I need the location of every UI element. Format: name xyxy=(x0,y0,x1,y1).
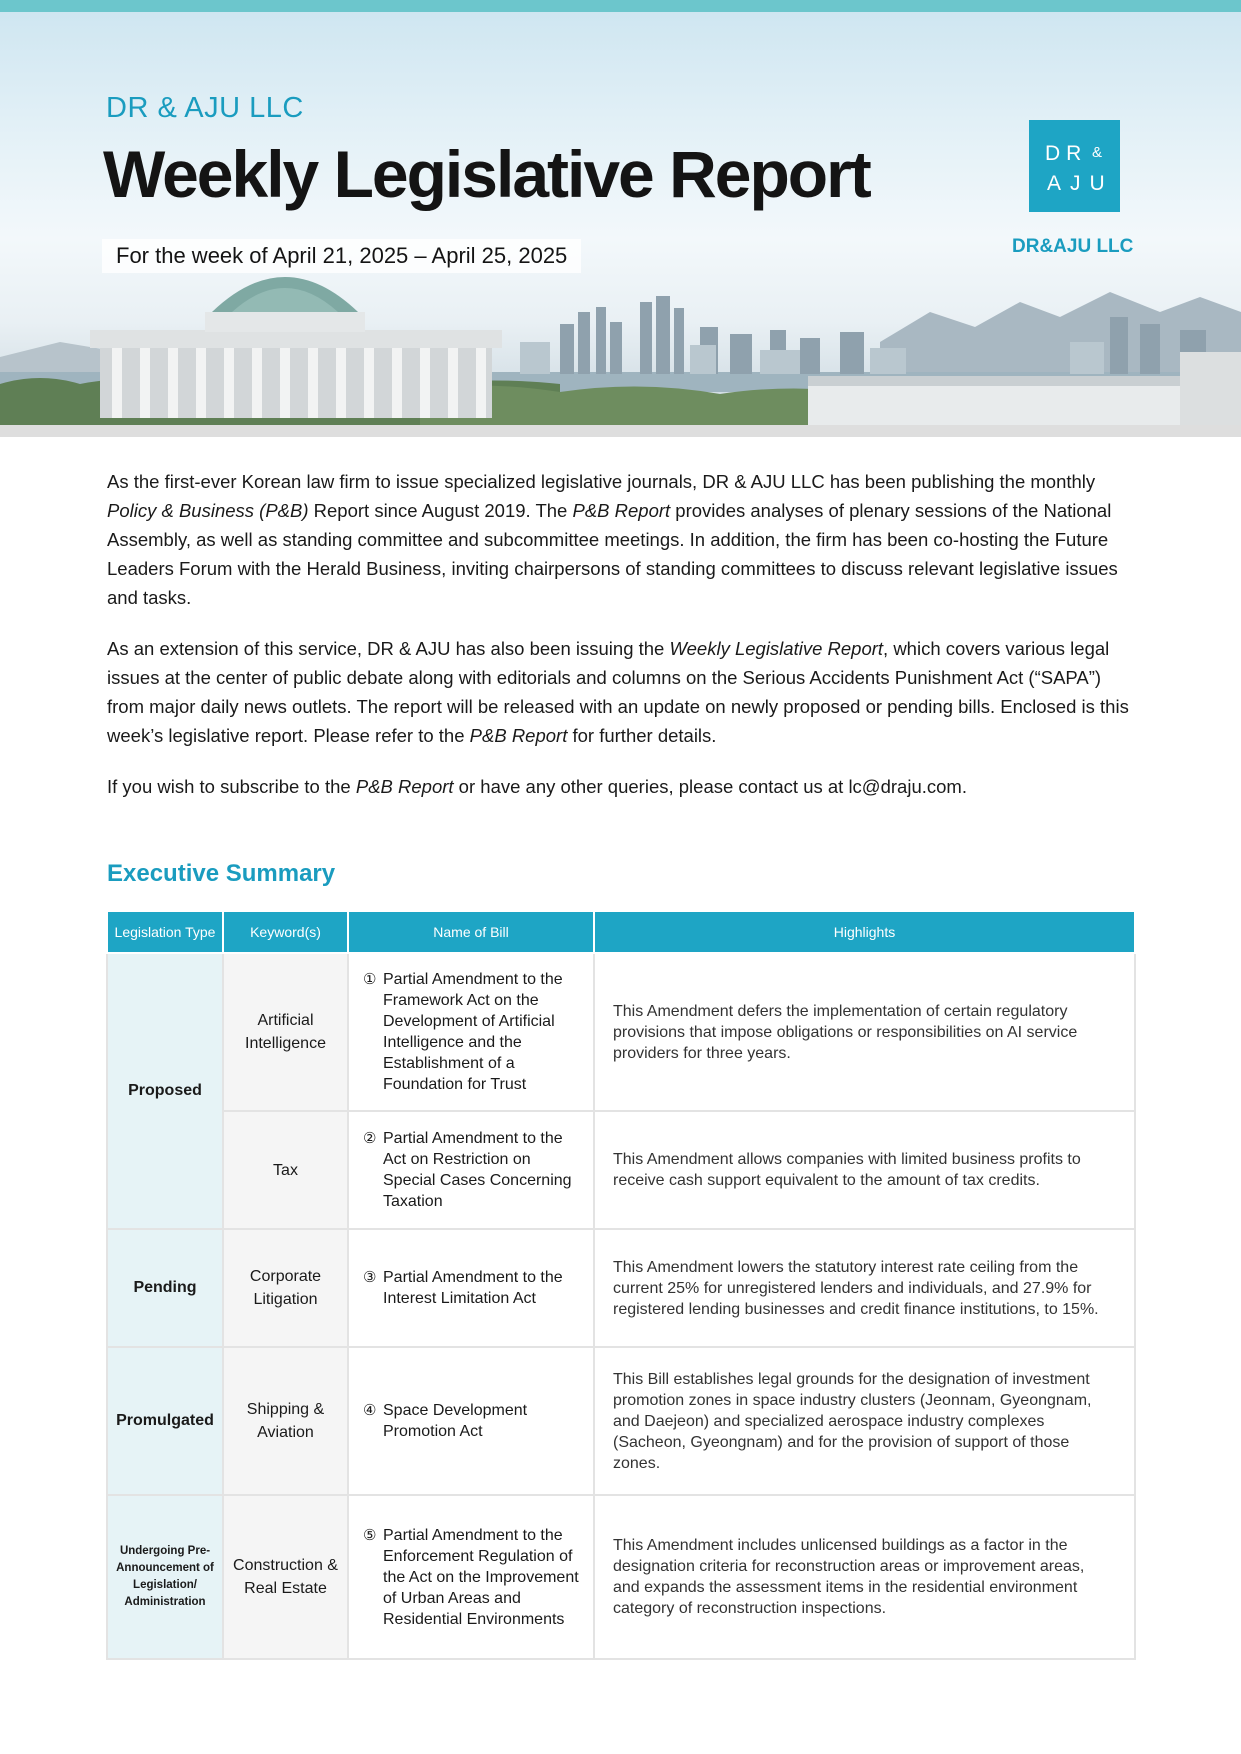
bill-name: Partial Amendment to the Enforcement Regulation of the Act on the Improvement of Urban Areas and Residential Environments xyxy=(383,1526,579,1628)
highlight-cell: This Bill establishes legal grounds for the designation of investment promotion zones in space industry clusters (Jeonnam, Gyeongnam, and Daejeon) and specialized aerospace industry complexes (Sacheon, Gyeongnam) and for the provision of support of those zones. xyxy=(594,1347,1135,1495)
highlight-cell: This Amendment lowers the statutory interest rate ceiling from the current 25% for unregistered lenders and individuals, and 27.9% for registered lending businesses and credit finance institutions, to 15%. xyxy=(594,1229,1135,1347)
table-row xyxy=(107,1111,1135,1229)
report-week: For the week of April 21, 2025 – April 25, 2025 xyxy=(102,239,581,273)
cityscape-illustration xyxy=(0,12,1241,425)
bill-name-cell xyxy=(348,1229,594,1347)
bill-number: ③ xyxy=(363,1269,377,1286)
bill-name-cell xyxy=(348,1495,594,1659)
highlight-cell: This Amendment includes unlicensed buildings as a factor in the designation criteria for reconstruction areas or improvement areas, and expands the assessment items in the residential environment category of reconstruction inspections. xyxy=(594,1495,1135,1659)
table-row xyxy=(107,1229,1135,1347)
header-banner xyxy=(0,12,1241,425)
firm-name: DR & AJU LLC xyxy=(106,92,304,124)
logo-line-2: AJU xyxy=(1047,172,1114,195)
top-accent-bar xyxy=(0,0,1241,12)
table-header-row xyxy=(107,911,1135,953)
bill-number: ① xyxy=(363,971,377,988)
bill-name-cell xyxy=(348,1111,594,1229)
keyword-cell: Tax xyxy=(223,1111,348,1229)
keyword-cell: Construction & Real Estate xyxy=(223,1495,348,1659)
legislation-type-cell: Pending xyxy=(107,1229,223,1347)
header-divider xyxy=(0,425,1241,437)
logo-caption: DR&AJU LLC xyxy=(1012,236,1134,257)
keyword-cell: Shipping & Aviation xyxy=(223,1347,348,1495)
keyword-cell: Corporate Litigation xyxy=(223,1229,348,1347)
executive-summary-title: Executive Summary xyxy=(107,860,336,887)
bill-number: ④ xyxy=(363,1402,377,1419)
column-header: Highlights xyxy=(594,911,1135,953)
logo-line-1: DR xyxy=(1045,142,1088,165)
legislation-type-cell: Undergoing Pre-Announcement of Legislation/ Administration xyxy=(107,1495,223,1659)
keyword-cell: Artificial Intelligence xyxy=(223,953,348,1111)
table-row xyxy=(107,953,1135,1111)
table-row xyxy=(107,1347,1135,1495)
bill-number: ⑤ xyxy=(363,1526,377,1544)
intro-paragraph-3: If you wish to subscribe to the P&B Report or have any other queries, please contact us at lc@draju.com. xyxy=(107,776,967,797)
bill-name: Partial Amendment to the Act on Restriction on Special Cases Concerning Taxation xyxy=(383,1130,572,1210)
firm-logo xyxy=(1029,120,1120,212)
bill-name: Partial Amendment to the Interest Limitation Act xyxy=(383,1269,563,1307)
executive-summary-table xyxy=(106,910,1136,1660)
bill-number: ② xyxy=(363,1130,377,1147)
highlight-cell: This Amendment allows companies with limited business profits to receive cash support equivalent to the amount of tax credits. xyxy=(594,1111,1135,1229)
report-title: Weekly Legislative Report xyxy=(103,137,870,211)
column-header: Legislation Type xyxy=(107,911,223,953)
logo-ampersand: & xyxy=(1092,144,1103,161)
intro-paragraph-2: As an extension of this service, DR & AJU has also been issuing the Weekly Legislative Report, which covers various legal issues at the center of public debate along with editorials and columns on the Serious Accidents Punishment Act (“SAPA”) from major daily news outlets. The report will be released with an update on newly proposed or pending bills. Enclosed is this week’s legislative report. Please refer to the P&B Report for further details. xyxy=(107,638,1129,746)
bill-name-cell xyxy=(348,953,594,1111)
column-header: Name of Bill xyxy=(348,911,594,953)
legislation-type-cell: Promulgated xyxy=(107,1347,223,1495)
bill-name: Space Development Promotion Act xyxy=(383,1402,528,1440)
intro-paragraph-1: As the first-ever Korean law firm to issue specialized legislative journals, DR & AJU LLC has been publishing the monthly Policy & Business (P&B) Report since August 2019. The P&B Report provides analyses of plenary sessions of the National Assembly, as well as standing committee and subcommittee meetings. In addition, the firm has been co-hosting the Future Leaders Forum with the Herald Business, inviting chairpersons of standing committees to discuss relevant legislative issues and tasks. xyxy=(107,471,1118,608)
highlight-cell: This Amendment defers the implementation of certain regulatory provisions that impose obligations or responsibilities on AI service providers for three years. xyxy=(594,953,1135,1111)
legislation-type-cell: Proposed xyxy=(107,953,223,1229)
table-row xyxy=(107,1495,1135,1659)
bill-name: Partial Amendment to the Framework Act on the Development of Artificial Intelligence and the Establishment of a Foundation for Trust xyxy=(383,971,563,1093)
bill-name-cell xyxy=(348,1347,594,1495)
column-header: Keyword(s) xyxy=(223,911,348,953)
